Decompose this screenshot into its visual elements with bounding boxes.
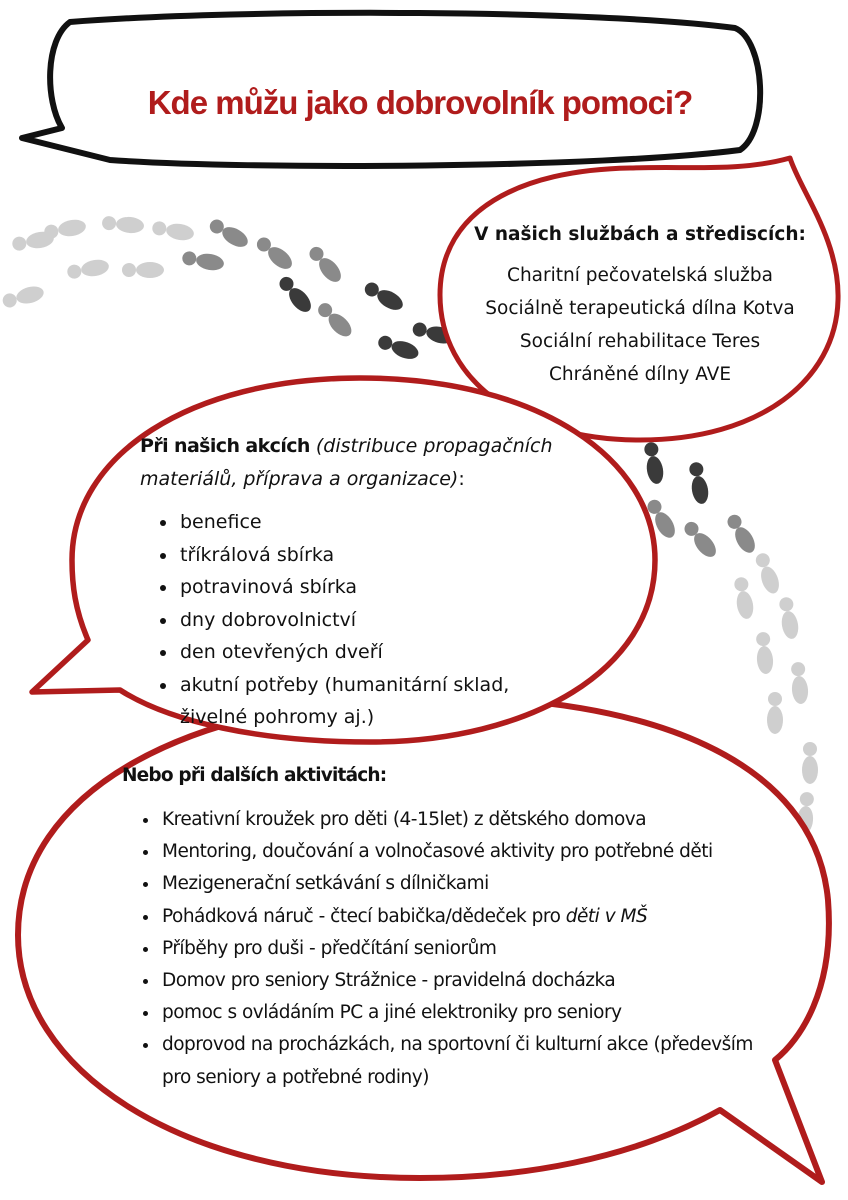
activities-heading: Nebo při dalších aktivitách:: [122, 765, 387, 786]
list-item: • benefice: [178, 506, 630, 539]
list-item-text: Pohádková náruč - čtecí babička/dědeček pro: [162, 905, 566, 927]
footprint-icon: [681, 518, 720, 560]
list-item: [160, 901, 832, 933]
footprint-icon: [724, 512, 759, 556]
footprint-icon: [687, 461, 710, 505]
list-item-italic: děti v MŠ: [565, 905, 648, 927]
footprint-icon: [122, 262, 164, 278]
service-item: Sociální rehabilitace Teres: [519, 331, 761, 352]
services-section: [440, 218, 840, 391]
list-item: • akutní potřeby (humanitární sklad, živelné pohromy aj.): [178, 669, 520, 734]
footprint-icon: [101, 215, 144, 235]
footprint-icon: [767, 692, 783, 734]
footprint-icon: [362, 279, 406, 314]
footprint-icon: [642, 441, 665, 485]
service-item: Chráněné dílny AVE: [548, 364, 732, 385]
footprint-icon: [276, 273, 315, 315]
footprint-icon: [755, 631, 775, 674]
footprint-icon: [790, 661, 810, 704]
events-heading-line: [140, 430, 630, 496]
list-item: • Příběhy pro duši - předčítání seniorům: [160, 933, 832, 965]
events-colon: :: [458, 468, 465, 490]
list-item: • den otevřených dveří: [178, 636, 630, 669]
footprint-icon: [253, 234, 295, 273]
list-item: • tříkrálová sbírka: [178, 539, 630, 572]
footprint-icon: [151, 219, 195, 242]
footprint-icon: [66, 258, 110, 281]
list-item: • Kreativní kroužek pro děti (4-15let) z dětského domova: [160, 804, 832, 836]
list-item: • doprovod na procházkách, na sportovní či kulturní akce (především pro seniory a potřebné rodiny): [160, 1029, 762, 1093]
footprint-icon: [207, 216, 251, 251]
service-item: Sociálně terapeutická dílna Kotva: [485, 298, 795, 319]
footprint-icon: [376, 333, 421, 362]
footprint-icon: [315, 300, 356, 341]
events-section: [140, 430, 630, 734]
activities-section: [122, 765, 832, 1094]
footprint-icon: [753, 551, 782, 596]
events-note: (distribuce propagačních materiálů, příprava a organizace): [140, 435, 553, 490]
footprint-icon: [43, 218, 87, 241]
list-item: • pomoc s ovládáním PC a jiné elektroniky pro seniory: [160, 997, 832, 1029]
list-item: • Mezigenerační setkávání s dílničkami: [160, 868, 832, 900]
activities-list: [122, 804, 832, 1094]
footprint-icon: [306, 243, 345, 285]
list-item: • Mentoring, doučování a volnočasové aktivity pro potřebné děti: [160, 836, 832, 868]
services-heading: V našich službách a střediscích:: [474, 224, 806, 245]
footprint-icon: [777, 596, 800, 640]
list-item: • potravinová sbírka: [178, 571, 630, 604]
service-item: Charitní pečovatelská služba: [507, 265, 773, 286]
page-title: Kde můžu jako dobrovolník pomoci?: [147, 84, 693, 121]
list-item: • dny dobrovolnictví: [178, 604, 630, 637]
events-list: [140, 506, 630, 734]
footprint-icon: [1, 284, 46, 310]
events-heading: Při našich akcích: [140, 435, 310, 457]
footprint-icon: [732, 576, 755, 620]
list-item: • Domov pro seniory Strážnice - pravidelná docházka: [160, 965, 832, 997]
footprint-icon: [181, 249, 225, 272]
